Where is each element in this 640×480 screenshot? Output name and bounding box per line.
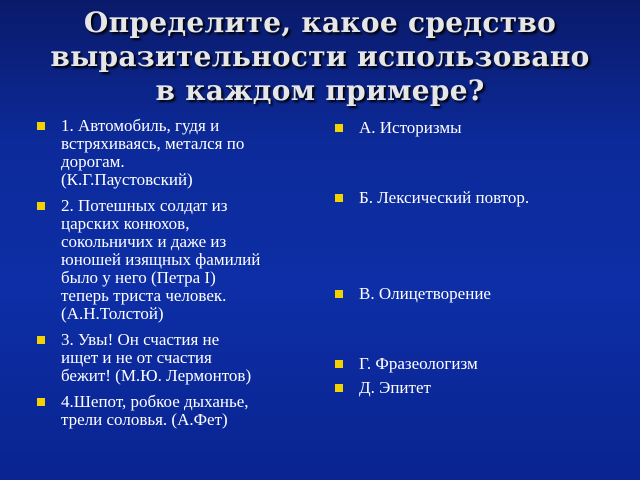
square-bullet-icon xyxy=(37,336,45,344)
example-item-4 xyxy=(36,393,302,429)
example-line: 4.Шепот, робкое дыханье, xyxy=(61,392,249,411)
example-line: 2. Потешных солдат из xyxy=(61,196,228,215)
example-line: трели соловья. (А.Фет) xyxy=(61,410,228,429)
example-item-3 xyxy=(36,331,302,385)
answer-label: Д. Эпитет xyxy=(359,378,431,397)
slide-title xyxy=(20,6,620,108)
square-bullet-icon xyxy=(335,290,343,298)
example-item-1 xyxy=(36,117,302,189)
examples-list xyxy=(36,117,302,437)
square-bullet-icon xyxy=(335,360,343,368)
example-item-2 xyxy=(36,197,302,323)
example-line: ищет и не от счастия xyxy=(61,348,212,367)
example-line: (А.Н.Толстой) xyxy=(61,304,164,323)
example-line: встряхиваясь, метался по xyxy=(61,134,245,153)
square-bullet-icon xyxy=(37,398,45,406)
example-line: царских конюхов, xyxy=(61,214,190,233)
answer-item-b xyxy=(334,189,640,207)
example-line: 1. Автомобиль, гудя и xyxy=(61,116,220,135)
example-line: теперь триста человек. xyxy=(61,286,227,305)
title-line-2: выразительности использовано xyxy=(50,40,590,73)
answer-item-d xyxy=(334,355,640,373)
answer-label: Б. Лексический повтор. xyxy=(359,188,530,207)
example-line: сокольничих и даже из xyxy=(61,232,227,251)
example-line: (К.Г.Паустовский) xyxy=(61,170,193,189)
answer-label: Г. Фразеологизм xyxy=(359,354,478,373)
example-line: было у него (Петра I) xyxy=(61,268,216,287)
square-bullet-icon xyxy=(37,202,45,210)
answer-item-c xyxy=(334,285,640,303)
answer-label: А. Историзмы xyxy=(359,118,462,137)
square-bullet-icon xyxy=(335,194,343,202)
square-bullet-icon xyxy=(335,124,343,132)
example-line: юношей изящных фамилий xyxy=(61,250,261,269)
answer-item-e xyxy=(334,379,640,397)
example-line: 3. Увы! Он счастия не xyxy=(61,330,220,349)
answer-item-a xyxy=(334,119,640,137)
square-bullet-icon xyxy=(37,122,45,130)
example-line: дорогам. xyxy=(61,152,125,171)
title-line-3: в каждом примере? xyxy=(155,74,485,107)
title-line-1: Определите, какое средство xyxy=(83,6,557,39)
example-line: бежит! (М.Ю. Лермонтов) xyxy=(61,366,252,385)
answer-label: В. Олицетворение xyxy=(359,284,491,303)
square-bullet-icon xyxy=(335,384,343,392)
